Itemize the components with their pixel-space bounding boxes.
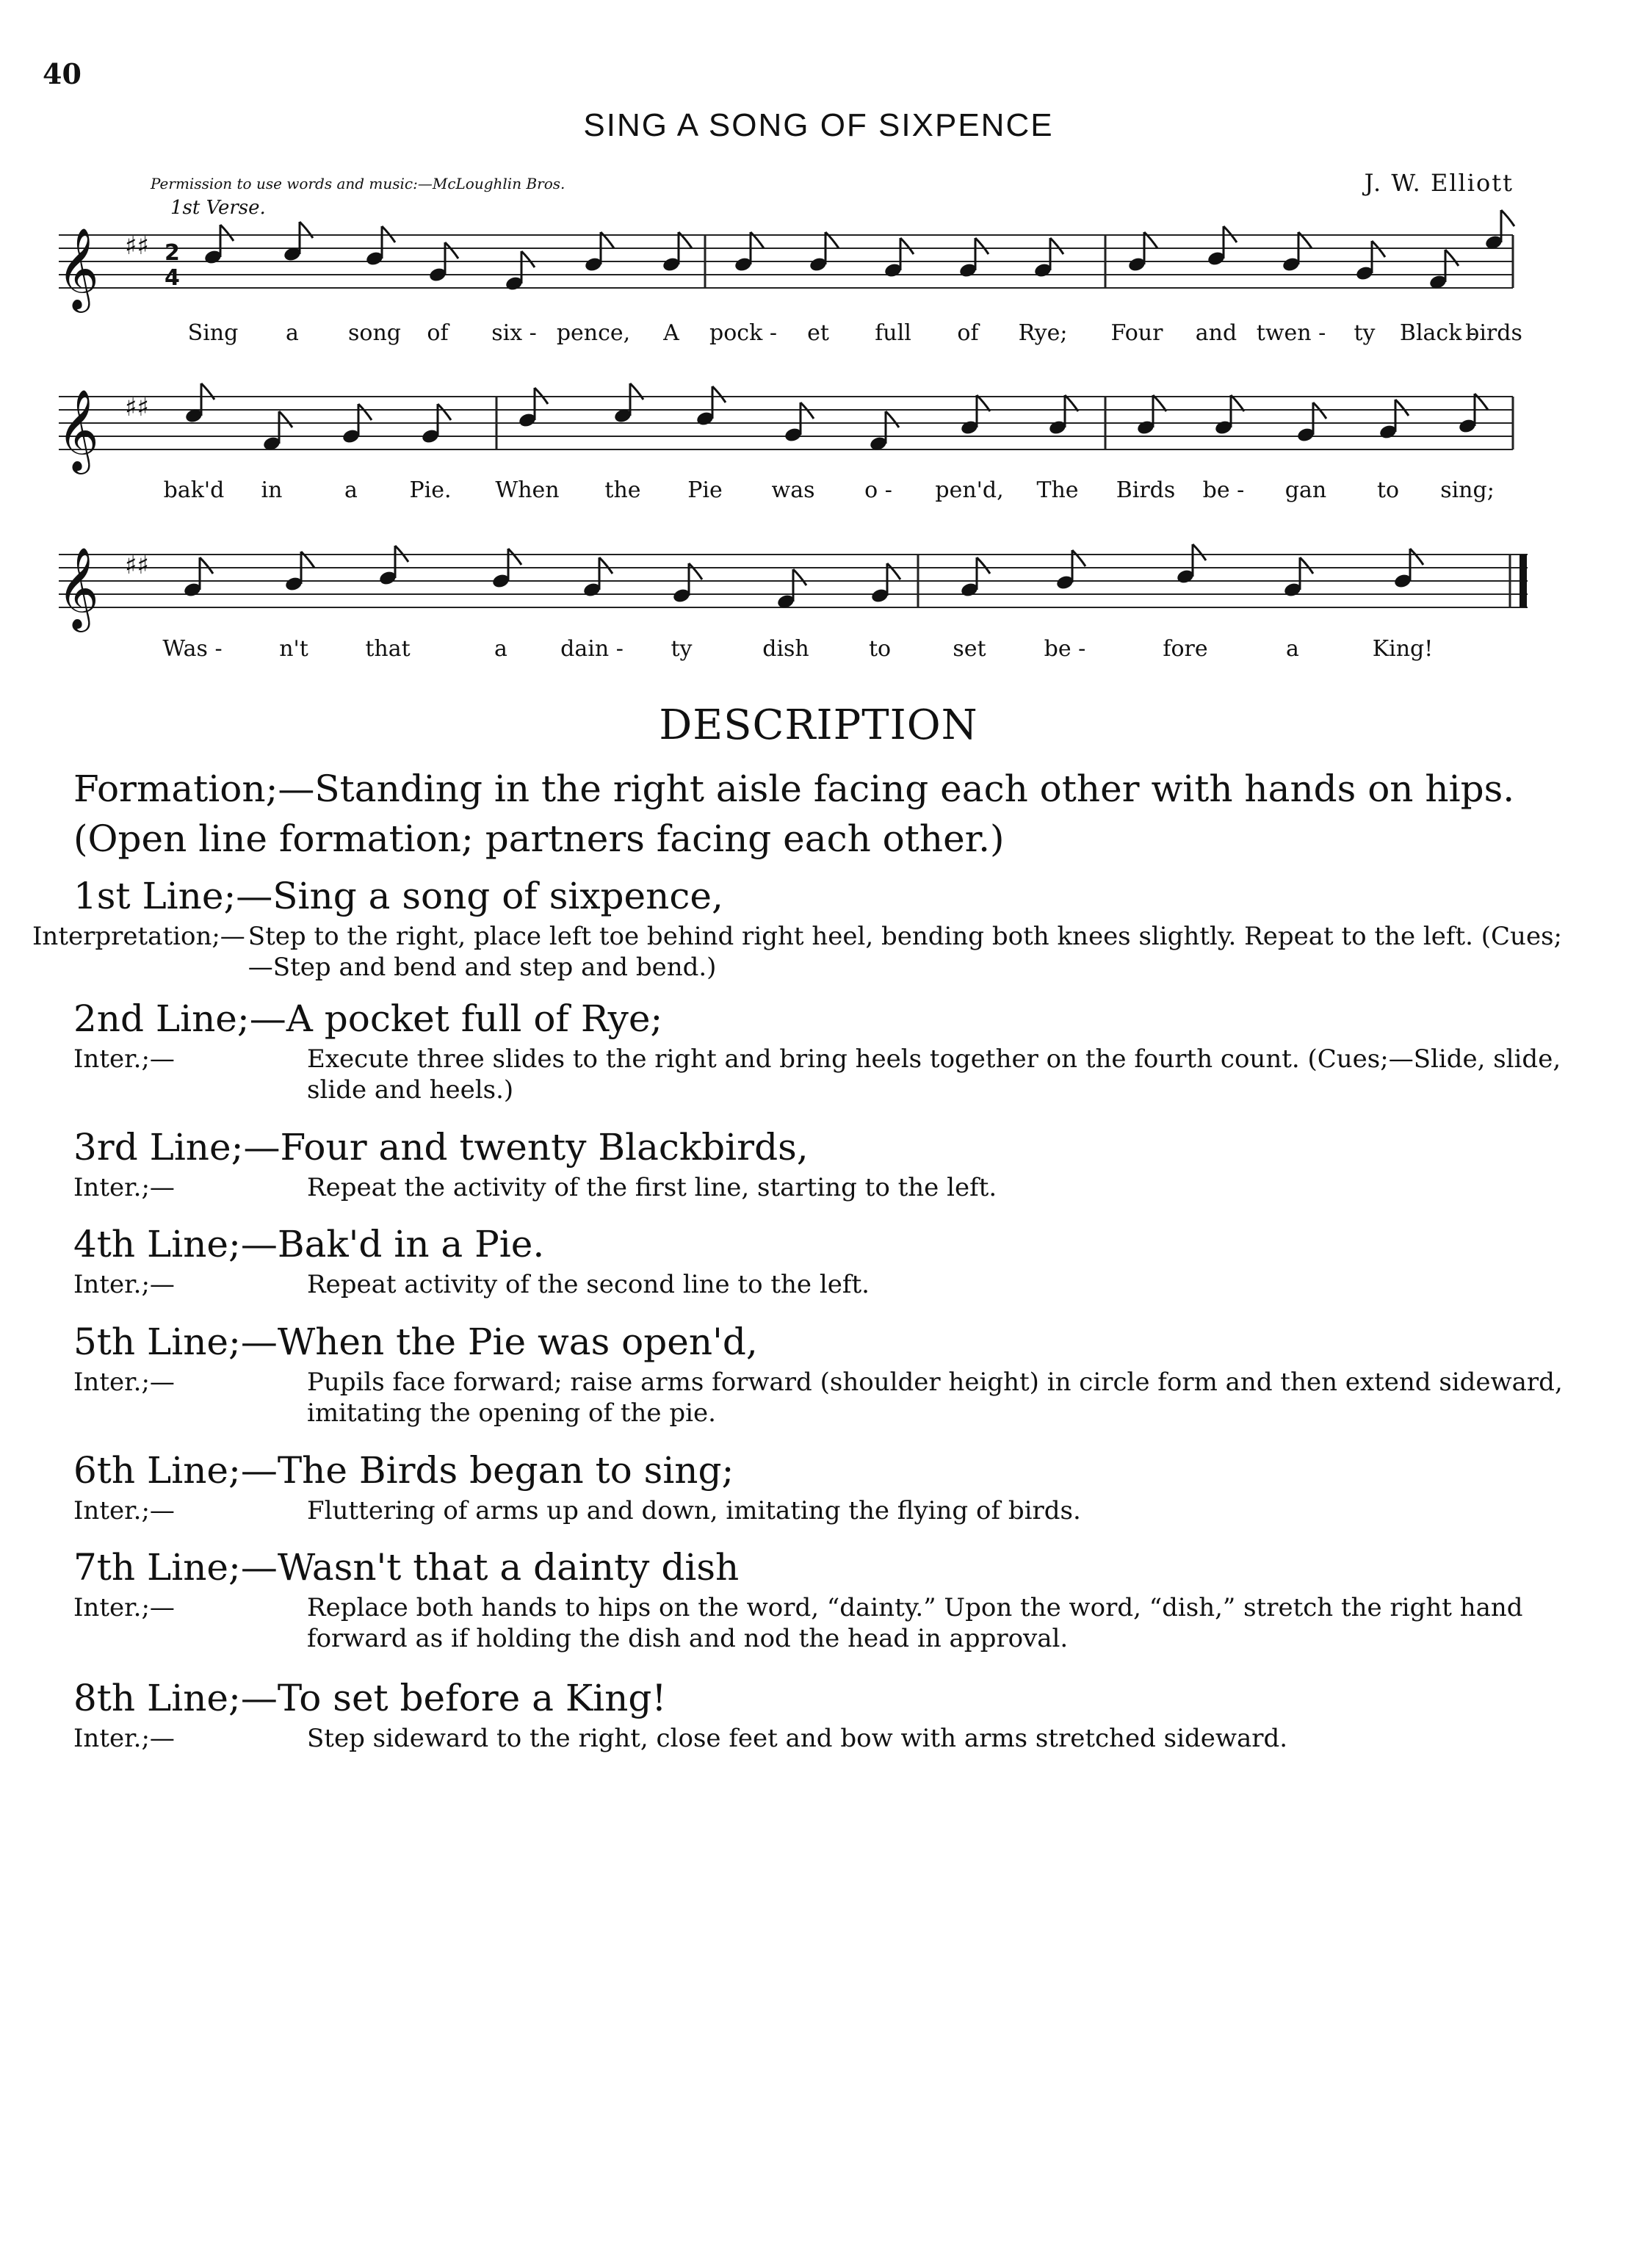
line-heading: 4th Line;—Bak'd in a Pie. [73, 1223, 545, 1265]
interp-text: Step sideward to the right, close feet and bow with arms stretched sideward. [307, 1724, 1288, 1753]
notes [203, 210, 1514, 292]
lyric-syllable: a [286, 320, 299, 346]
lyric-syllable: dain - [560, 636, 624, 662]
description-heading: DESCRIPTION [659, 701, 978, 749]
interpretation [73, 1495, 1586, 1526]
note-flag [1501, 210, 1514, 226]
interp-text: Pupils face forward; raise arms forward (shoulder height) in circle form and then extend sideward, imitating the opening of the pie. [307, 1368, 1563, 1428]
note-flag [1410, 549, 1423, 565]
interp-label: Inter.;— [73, 1270, 175, 1299]
key-signature-sharps: ♯♯ [125, 393, 149, 422]
lyric-syllable: Rye; [1018, 320, 1068, 346]
lyric-syllable: pence, [556, 320, 631, 346]
interp-text: Repeat the activity of the first line, starting to the left. [307, 1173, 997, 1202]
note-flag [508, 549, 521, 565]
note-flag [900, 238, 914, 254]
note-flag [1300, 557, 1313, 574]
lyric-syllable: Pie. [409, 477, 452, 503]
interp-text: Repeat activity of the second line to the left. [307, 1270, 870, 1299]
lyric-syllable: a [494, 636, 507, 662]
time-signature-icon: 4 [165, 265, 180, 291]
instruction-line-8 [73, 1675, 1586, 1754]
key-signature-sharps: ♯♯ [125, 231, 149, 261]
note-flag [1231, 395, 1244, 411]
note-flag [521, 251, 535, 267]
lyric-syllable: of [957, 320, 979, 346]
lyric-syllable: to [868, 636, 892, 662]
interpretation [73, 1172, 1586, 1203]
note-flag [689, 563, 702, 579]
song-title: SING A SONG OF SIXPENCE [583, 107, 1054, 143]
line-heading: 7th Line;—Wasn't that a dainty dish [73, 1546, 740, 1589]
interpretation [73, 1367, 1586, 1429]
lyric-syllable: The [1036, 477, 1079, 503]
note-flag [1445, 250, 1459, 266]
interp-label: Interpretation;— [32, 922, 245, 951]
instruction-line-2 [73, 995, 1586, 1105]
instruction-line-6 [73, 1447, 1586, 1526]
lyric-syllable: fore [1163, 636, 1208, 662]
lyric-syllable: birds [1465, 320, 1522, 346]
note-flag [599, 557, 612, 574]
interp-label: Inter.;— [73, 1368, 175, 1397]
interp-text: Execute three slides to the right and bring heels together on the fourth count. (Cues;—Slide, slide, slide and heels.) [307, 1044, 1561, 1105]
lyric-syllable: song [348, 320, 401, 346]
line-heading: 8th Line;—To set before a King! [73, 1677, 667, 1719]
lyric-syllable: Sing [187, 320, 239, 346]
instruction-line-4 [73, 1221, 1586, 1300]
lyric-syllable: bak'd [163, 477, 225, 503]
note-flag [1153, 395, 1166, 411]
interp-label: Inter.;— [73, 1593, 175, 1622]
lyric-syllable: Black - [1399, 320, 1477, 346]
line-heading: 5th Line;—When the Pie was open'd, [73, 1321, 758, 1363]
interp-label: Inter.;— [73, 1044, 175, 1074]
note-flag [712, 386, 726, 402]
lyric-syllable: o - [864, 477, 892, 503]
note-flag [887, 563, 900, 579]
interp-text: Replace both hands to hips on the word, “dainty.” Upon the word, “dish,” stretch the right hand forward as if holding the dish and nod the head in approval. [307, 1593, 1523, 1653]
lyric-syllable: and [1195, 320, 1237, 346]
lyric-syllable: twen - [1256, 320, 1326, 346]
treble-clef-icon: 𝄞 [57, 389, 99, 471]
lyric-syllable: to [1376, 477, 1400, 503]
line-heading: 3rd Line;—Four and twenty Blackbirds, [73, 1126, 809, 1169]
lyric-syllable: ty [1354, 320, 1376, 346]
note-flag [977, 557, 990, 574]
lyric-syllable: pock - [709, 320, 777, 346]
lyric-syllable: a [1286, 636, 1299, 662]
note-flag [279, 411, 292, 427]
lyric-syllable: be - [1044, 636, 1086, 662]
interpretation [32, 921, 1586, 983]
line-heading: 2nd Line;—A pocket full of Rye; [73, 997, 663, 1040]
note-flag [1395, 400, 1409, 416]
notes [184, 383, 1488, 452]
interpretation [73, 1592, 1586, 1654]
lyric-syllable: be - [1202, 477, 1245, 503]
page-number: 40 [43, 57, 82, 90]
instruction-line-3 [73, 1124, 1586, 1203]
lyric-syllable: King! [1372, 636, 1434, 662]
line-heading: 1st Line;—Sing a song of sixpence, [73, 875, 723, 917]
interp-label: Inter.;— [73, 1724, 175, 1753]
lyric-syllable: of [427, 320, 449, 346]
interp-label: Inter.;— [73, 1173, 175, 1202]
lyric-syllable: Was - [162, 636, 223, 662]
note-flag [1193, 544, 1206, 560]
music-staff-1 [0, 206, 1637, 331]
interp-label: Inter.;— [73, 1496, 175, 1525]
lyric-syllable: et [807, 320, 829, 346]
note-flag [1050, 238, 1063, 254]
lyric-syllable: A [663, 320, 679, 346]
instruction-line-1 [32, 873, 1586, 983]
note-flag [886, 411, 899, 427]
lyric-syllable: six - [491, 320, 537, 346]
note-flag [200, 557, 213, 574]
treble-clef-icon: 𝄞 [57, 546, 99, 629]
music-staff-3 [0, 525, 1637, 650]
note-flag [977, 395, 990, 411]
lyric-syllable: pen'd, [935, 477, 1004, 503]
lyric-syllable: set [953, 636, 986, 662]
note-flag [975, 238, 989, 254]
note-flag [793, 569, 806, 585]
instruction-line-7 [73, 1544, 1586, 1654]
lyric-syllable: gan [1284, 477, 1327, 503]
time-signature-icon: 2 [165, 240, 180, 266]
lyric-syllable: Four [1110, 320, 1163, 346]
lyric-syllable: full [875, 320, 911, 346]
interpretation [73, 1269, 1586, 1300]
lyric-syllable: the [604, 477, 641, 503]
verse-label: 1st Verse. [170, 197, 266, 219]
lyric-syllable: a [344, 477, 358, 503]
composer: J. W. Elliott [1364, 169, 1514, 197]
key-signature-sharps: ♯♯ [125, 551, 149, 580]
permission-note: Permission to use words and music:—McLoughlin Bros. [151, 175, 565, 192]
line-heading: 6th Line;—The Birds began to sing; [73, 1449, 734, 1492]
lyric-syllable: n't [279, 636, 308, 662]
lyric-syllable: that [365, 636, 411, 662]
music-staff-2 [0, 367, 1637, 492]
instruction-line-5 [73, 1318, 1586, 1429]
interp-text: Step to the right, place left toe behind right heel, bending both knees slightly. Repeat to the left. (Cues;—Step and bend and step and bend.) [247, 922, 1562, 982]
treble-clef-icon: 𝄞 [57, 227, 99, 309]
note-flag [358, 404, 372, 420]
note-flag [438, 404, 451, 420]
lyric-syllable: When [495, 477, 560, 503]
lyric-syllable: dish [762, 636, 809, 662]
lyric-syllable: in [261, 477, 283, 503]
lyric-syllable: was [771, 477, 815, 503]
interpretation [73, 1044, 1586, 1105]
note-flag [445, 242, 458, 259]
formation-text: Formation;—Standing in the right aisle facing each other with hands on hips. (Open line formation; partners facing each other.) [73, 768, 1515, 860]
note-flag [1065, 395, 1078, 411]
lyric-syllable: ty [671, 636, 693, 662]
note-flag [1072, 550, 1085, 566]
lyric-syllable: Birds [1116, 477, 1176, 503]
lyric-syllable: Pie [687, 477, 723, 503]
interpretation [73, 1723, 1586, 1754]
lyric-syllable: sing; [1440, 477, 1495, 503]
note-flag [220, 225, 234, 241]
interp-text: Fluttering of arms up and down, imitating the flying of birds. [307, 1496, 1081, 1525]
